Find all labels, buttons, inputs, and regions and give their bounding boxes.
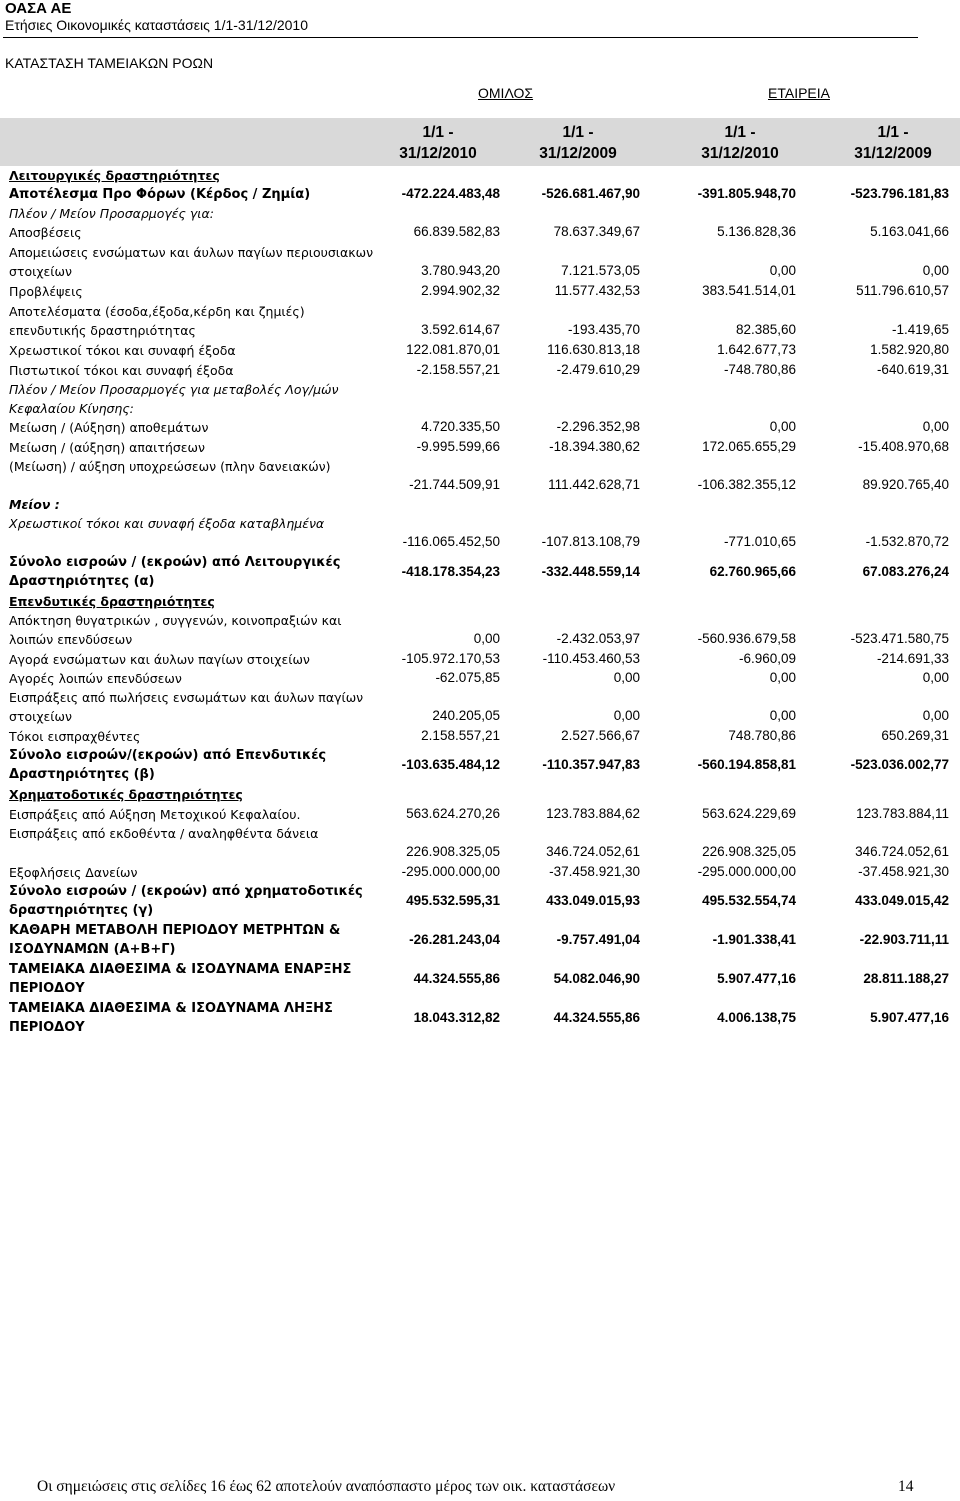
row-value: 7.121.573,05 (561, 263, 640, 278)
row-value: -523.471.580,75 (850, 631, 949, 646)
table-row (0, 727, 960, 746)
row-value: 11.577.432,53 (554, 283, 640, 298)
row-value: -748.780,86 (723, 362, 796, 377)
row-label: Τόκοι εισπραχθέντες (9, 729, 141, 744)
table-row (0, 204, 960, 223)
table-row (0, 611, 960, 650)
row-value: 54.082.046,90 (553, 971, 640, 986)
row-value: -2.296.352,98 (556, 419, 640, 434)
page-title: ΚΑΤΑΣΤΑΣΗ ΤΑΜΕΙΑΚΩΝ ΡΟΩΝ (5, 55, 214, 71)
row-value: 0,00 (613, 708, 640, 723)
row-label: Αποτελέσματα (έσοδα,έξοδα,κέρδη και ζημιές) επενδυτικής δραστηριότητας (9, 304, 305, 338)
row-label: Σύνολο εισροών / (εκροών) από Λειτουργικές Δραστηριότητες (α) (9, 555, 341, 589)
row-value: 111.442.628,71 (548, 477, 640, 492)
row-value: 495.532.554,74 (702, 893, 796, 908)
table-row (0, 302, 960, 341)
table-body (0, 166, 960, 1040)
row-label: Επενδυτικές δραστηριότητες (9, 594, 215, 609)
table-row (0, 746, 960, 785)
row-value: -9.757.491,04 (556, 932, 640, 947)
row-value: -110.453.460,53 (542, 651, 640, 666)
row-value: 346.724.052,61 (855, 844, 949, 859)
row-value: -1.532.870,72 (865, 534, 949, 549)
row-value: 1.642.677,73 (717, 342, 796, 357)
row-value: -523.796.181,83 (850, 186, 949, 201)
row-value: 0,00 (473, 631, 500, 646)
row-value: 89.920.765,40 (862, 477, 949, 492)
cash-flow-table (0, 118, 960, 1040)
row-value: 0,00 (922, 670, 949, 685)
row-value: -6.960,09 (738, 651, 796, 666)
table-row (0, 495, 960, 514)
row-value: 82.385,60 (735, 322, 796, 337)
row-value: 123.783.884,11 (856, 806, 949, 821)
row-value: 122.081.870,01 (406, 342, 500, 357)
row-value: -560.936.679,58 (697, 631, 796, 646)
row-value: -295.000.000,00 (697, 864, 796, 879)
row-label: Αγορές λοιπών επενδύσεων (9, 671, 182, 686)
row-value: -103.635.484,12 (401, 757, 500, 772)
row-value: -2.479.610,29 (556, 362, 640, 377)
table-row (0, 380, 960, 418)
row-value: -523.036.002,77 (850, 757, 949, 772)
row-value: 78.637.349,67 (553, 224, 640, 239)
row-value: 18.043.312,82 (413, 1010, 500, 1025)
row-value: -332.448.559,14 (541, 564, 640, 579)
row-value: -22.903.711,11 (859, 932, 949, 947)
table-row (0, 863, 960, 882)
row-value: 44.324.555,86 (413, 971, 500, 986)
row-value: 0,00 (922, 708, 949, 723)
row-value: 0,00 (769, 670, 796, 685)
row-value: 62.760.965,66 (709, 564, 796, 579)
row-value: -18.394.380,62 (549, 439, 640, 454)
row-value: -2.158.557,21 (416, 362, 500, 377)
row-value: 0,00 (769, 263, 796, 278)
row-label: Μείον : (9, 497, 60, 512)
row-label: Αποσβέσεις (9, 225, 82, 240)
row-value: 563.624.270,26 (406, 806, 500, 821)
row-value: -472.224.483,48 (401, 186, 500, 201)
row-value: 563.624.229,69 (702, 806, 796, 821)
table-row (0, 185, 960, 204)
row-value: -37.458.921,30 (858, 864, 949, 879)
row-value: 4.720.335,50 (421, 419, 500, 434)
row-label: Μείωση / (αύξηση) απαιτήσεων (9, 440, 205, 455)
report-subtitle: Ετήσιες Οικονομικές καταστάσεις 1/1-31/12/2010 (5, 17, 308, 33)
row-value: 123.783.884,62 (546, 806, 640, 821)
row-value: 3.780.943,20 (421, 263, 500, 278)
row-value: 2.158.557,21 (421, 728, 500, 743)
row-value: -391.805.948,70 (697, 186, 796, 201)
table-row (0, 805, 960, 824)
row-value: -37.458.921,30 (549, 864, 640, 879)
row-value: 433.049.015,42 (855, 893, 949, 908)
row-value: -418.178.354,23 (401, 564, 500, 579)
table-row (0, 418, 960, 438)
table-row (0, 960, 960, 999)
header-divider (3, 37, 918, 38)
table-row (0, 341, 960, 361)
page-number: 14 (898, 1478, 914, 1495)
row-label: Χρεωστικοί τόκοι και συναφή έξοδα (9, 343, 236, 358)
table-row (0, 514, 960, 553)
table-row (0, 785, 960, 805)
table-row (0, 650, 960, 669)
row-value: 0,00 (769, 419, 796, 434)
row-label: Λειτουργικές δραστηριότητες (9, 168, 220, 183)
row-value: -526.681.467,90 (541, 186, 640, 201)
row-value: -295.000.000,00 (401, 864, 500, 879)
row-value: 28.811.188,27 (863, 971, 949, 986)
row-label: Χρηματοδοτικές δραστηριότητες (9, 787, 243, 802)
table-row (0, 688, 960, 727)
row-value: 66.839.582,83 (413, 224, 500, 239)
table-row (0, 457, 960, 495)
row-label: Απόκτηση θυγατρικών , συγγενών, κοινοπραξιών και λοιπών επενδύσεων (9, 613, 342, 647)
row-label: Απομειώσεις ενσώματων και άυλων παγίων περιουσιακων στοιχείων (9, 245, 374, 279)
company-name: ΟΑΣΑ ΑΕ (5, 0, 72, 17)
table-row (0, 223, 960, 243)
row-label: ΤΑΜΕΙΑΚΑ ΔΙΑΘΕΣΙΜΑ & ΙΣΟΔΥΝΑΜΑ ΛΗΞΗΣ ΠΕΡΙΟΔΟΥ (9, 1001, 333, 1035)
row-value: -107.813.108,79 (541, 534, 640, 549)
row-value: 5.907.477,16 (870, 1010, 949, 1025)
row-value: 346.724.052,61 (546, 844, 640, 859)
table-row (0, 592, 960, 611)
row-value: -106.382.355,12 (697, 477, 796, 492)
row-value: 5.907.477,16 (717, 971, 796, 986)
row-label: Αποτέλεσμα Προ Φόρων (Κέρδος / Ζημία) (9, 187, 311, 202)
row-value: -26.281.243,04 (409, 932, 500, 947)
row-value: 5.163.041,66 (870, 224, 949, 239)
row-label: Εισπράξεις από εκδοθέντα / αναληφθέντα δάνεια (9, 826, 319, 841)
row-value: -21.744.509,91 (409, 477, 500, 492)
row-value: 433.049.015,93 (546, 893, 640, 908)
row-label: Πλέον / Μείον Προσαρμογές για: (9, 206, 214, 221)
row-value: 0,00 (613, 670, 640, 685)
column-header: 1/1 - 31/12/2009 (539, 124, 617, 162)
row-label: ΚΑΘΑΡΗ ΜΕΤΑΒΟΛΗ ΠΕΡΙΟΔΟΥ ΜΕΤΡΗΤΩΝ & ΙΣΟΔΥΝΑΜΩΝ (Α+Β+Γ) (9, 923, 341, 957)
table-row (0, 243, 960, 282)
row-value: 0,00 (769, 708, 796, 723)
column-header: 1/1 - 31/12/2010 (399, 124, 477, 162)
column-header: 1/1 - 31/12/2009 (854, 124, 932, 162)
group-heading: ΟΜΙΛΟΣ (478, 85, 534, 101)
row-value: 5.136.828,36 (717, 224, 796, 239)
row-value: -1.419,65 (891, 322, 949, 337)
row-value: 4.006.138,75 (717, 1010, 796, 1025)
row-value: 650.269,31 (881, 728, 949, 743)
row-value: 2.527.566,67 (561, 728, 640, 743)
row-label: Πιστωτικοί τόκοι και συναφή έξοδα (9, 363, 234, 378)
table-row (0, 282, 960, 302)
row-value: 748.780,86 (728, 728, 796, 743)
company-heading: ΕΤΑΙΡΕΙΑ (768, 85, 830, 101)
table-row (0, 361, 960, 380)
row-label: ΤΑΜΕΙΑΚΑ ΔΙΑΘΕΣΙΜΑ & ΙΣΟΔΥΝΑΜΑ ΕΝΑΡΞΗΣ ΠΕΡΙΟΔΟΥ (9, 962, 352, 996)
row-value: -15.408.970,68 (858, 439, 949, 454)
row-value: -214.691,33 (876, 651, 949, 666)
row-value: 0,00 (922, 419, 949, 434)
footer-note: Οι σημειώσεις στις σελίδες 16 έως 62 αποτελούν αναπόσπαστο μέρος των οικ. καταστάσεων (37, 1478, 616, 1495)
row-label: (Μείωση) / αύξηση υποχρεώσεων (πλην δανειακών) (9, 459, 331, 474)
row-label: Μείωση / (Αύξηση) αποθεμάτων (9, 420, 209, 435)
table-row (0, 921, 960, 960)
row-value: 172.065.655,29 (702, 439, 796, 454)
row-value: 511.796.610,57 (856, 283, 949, 298)
row-label: Πλέον / Μείον Προσαρμογές για μεταβολές Λογ/μών Κεφαλαίου Κίνησης: (9, 382, 339, 416)
row-value: -110.357.947,83 (542, 757, 640, 772)
row-value: 495.532.595,31 (406, 893, 500, 908)
table-row (0, 166, 960, 185)
row-label: Εισπράξεις από Αύξηση Μετοχικού Κεφαλαίου. (9, 807, 301, 822)
row-value: 3.592.614,67 (421, 322, 500, 337)
row-value: -560.194.858,81 (697, 757, 796, 772)
row-value: 2.994.902,32 (421, 283, 500, 298)
row-label: Εξοφλήσεις Δανείων (9, 865, 138, 880)
row-value: -9.995.599,66 (416, 439, 500, 454)
row-value: -771.010,65 (723, 534, 796, 549)
table-row (0, 999, 960, 1040)
table-row (0, 882, 960, 921)
row-value: 226.908.325,05 (406, 844, 500, 859)
row-label: Προβλέψεις (9, 284, 83, 299)
row-value: 67.083.276,24 (862, 564, 949, 579)
row-value: 226.908.325,05 (702, 844, 796, 859)
row-label: Χρεωστικοί τόκοι και συναφή έξοδα καταβλημένα (9, 516, 325, 531)
row-value: 44.324.555,86 (553, 1010, 640, 1025)
table-row (0, 824, 960, 863)
row-label: Αγορά ενσώματων και άυλων παγίων στοιχείων (9, 652, 310, 667)
table-row (0, 669, 960, 688)
table-header (0, 118, 960, 166)
row-value: 0,00 (922, 263, 949, 278)
row-value: -105.972.170,53 (401, 651, 500, 666)
row-value: -1.901.338,41 (712, 932, 796, 947)
column-header: 1/1 - 31/12/2010 (701, 124, 779, 162)
row-value: -193.435,70 (567, 322, 640, 337)
row-label: Σύνολο εισροών / (εκροών) από χρηματοδοτικές δραστηριότητες (γ) (9, 884, 363, 918)
table-row (0, 438, 960, 457)
row-value: -116.065.452,50 (402, 534, 500, 549)
row-value: 240.205,05 (432, 708, 500, 723)
row-value: 116.630.813,18 (547, 342, 640, 357)
row-value: -62.075,85 (435, 670, 500, 685)
row-value: -640.619,31 (876, 362, 949, 377)
row-value: -2.432.053,97 (556, 631, 640, 646)
row-label: Εισπράξεις από πωλήσεις ενσωμάτων και άυλων παγίων στοιχείων (9, 690, 364, 724)
table-row (0, 553, 960, 592)
row-value: 1.582.920,80 (870, 342, 949, 357)
row-label: Σύνολο εισροών/(εκροών) από Επενδυτικές Δραστηριότητες (β) (9, 748, 327, 782)
row-value: 383.541.514,01 (702, 283, 796, 298)
